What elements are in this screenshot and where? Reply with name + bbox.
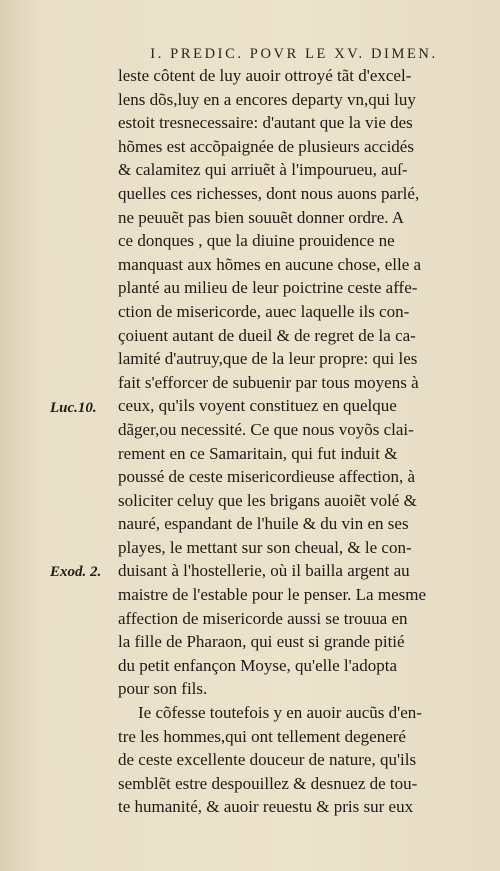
text-line: poussé de ceste misericordieuse affection, à — [118, 467, 416, 487]
text-line: ction de misericorde, auec laquelle ils con- — [118, 301, 410, 321]
text-line: ceux, qu'ils voyent constituez en quelque — [118, 396, 397, 416]
margin-note-exodus: Exod. 2. — [50, 564, 102, 580]
text-line: de ceste excellente douceur de nature, qu'ils — [118, 750, 417, 770]
running-header: I. PREDIC. POVR LE XV. DIMEN. — [150, 46, 438, 62]
text-line: & calamitez qui arriuẽt à l'impourueu, auſ- — [118, 160, 408, 180]
text-line: fait s'efforcer de subuenir par tous moyens à — [118, 372, 419, 392]
text-line: lamité d'autruy,que de la leur propre: qui les — [118, 349, 418, 369]
text-line: pour son fils. — [118, 679, 208, 699]
page-body-text — [118, 64, 488, 819]
text-line: hõmes est accõpaignée de plusieurs accidés — [118, 136, 414, 156]
text-line: leste côtent de luy auoir ottroyé tãt d'excel- — [118, 66, 412, 85]
text-line: playes, le mettant sur son cheual, & le con- — [118, 537, 412, 557]
text-line: estoit tresnecessaire: d'autant que la vie des — [118, 113, 413, 133]
text-line: çoiuent autant de dueil & de regret de la ca- — [118, 325, 416, 345]
text-line: ce donques , que la diuine prouidence ne — [118, 231, 395, 251]
text-line: nauré, espandant de l'huile & du vin en ses — [118, 514, 409, 534]
text-line: rement en ce Samaritain, qui fut induit & — [118, 443, 398, 463]
text-line: manquast aux hõmes en aucune chose, elle a — [118, 254, 422, 274]
text-line: ne peuuẽt pas bien souuẽt donner ordre. A — [118, 207, 405, 227]
text-line: du petit enfançon Moyse, qu'elle l'adopta — [118, 655, 397, 675]
text-line: soliciter celuy que les brigans auoiẽt volé & — [118, 490, 417, 510]
text-line: lens dõs,luy en a encores departy vn,qui luy — [118, 89, 416, 109]
text-line: tre les hommes,qui ont tellement degeneré — [118, 726, 406, 746]
text-line: affection de misericorde aussi se trouua en — [118, 608, 408, 628]
text-line: la fille de Pharaon, qui eust si grande pitié — [118, 632, 405, 652]
text-line: dãger,ou necessité. Ce que nous voyõs clai- — [118, 419, 414, 439]
margin-note-luke: Luc.10. — [50, 400, 97, 416]
text-line: duisant à l'hostellerie, où il bailla argent au — [118, 561, 410, 581]
text-line: maistre de l'estable pour le penser. La mesme — [118, 585, 427, 605]
text-line: planté au milieu de leur poictrine ceste affe- — [118, 278, 418, 298]
text-line: semblẽt estre despouillez & desnuez de tou- — [118, 773, 418, 793]
text-line: te humanité, & auoir reuestu & pris sur eux — [118, 797, 414, 817]
text-line: quelles ces richesses, dont nous auons parlé, — [118, 183, 420, 203]
text-line: Ie cõfesse toutefois y en auoir aucũs d'en- — [138, 703, 422, 723]
